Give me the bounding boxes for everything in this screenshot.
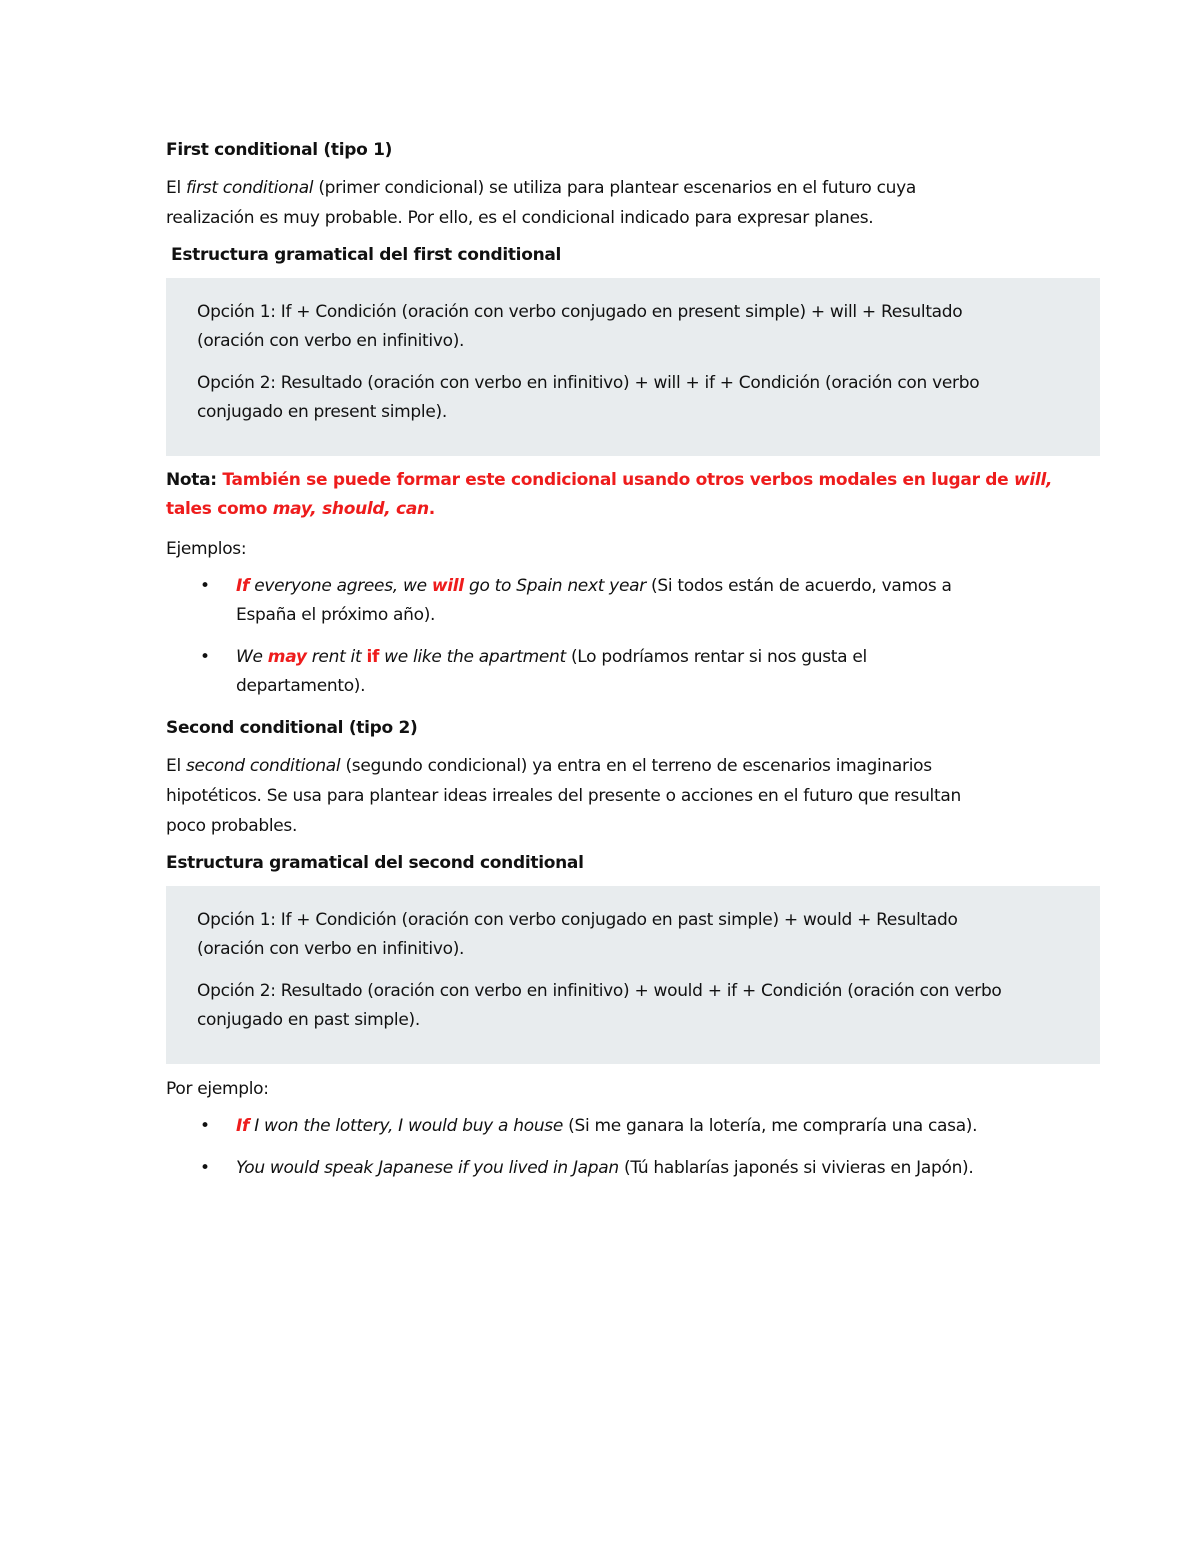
- second-option-1: Opción 1: If + Condición (oración con verbo conjugado en past simple) + would + Resultado (oración con verbo en infinitivo).: [197, 910, 958, 959]
- list-item: • If everyone agrees, we will go to Spain next year (Si todos están de acuerdo, vamos a España el próximo año).: [166, 572, 1100, 630]
- first-option-2: Opción 2: Resultado (oración con verbo en infinitivo) + will + if + Condición (oración con verbo conjugado en present simple).: [197, 373, 980, 422]
- list-item: • You would speak Japanese if you lived in Japan (Tú hablarías japonés si vivieras en Japón).: [166, 1154, 1100, 1183]
- second-conditional-intro: El second conditional (segundo condicional) ya entra en el terreno de escenarios imaginarios hipotéticos. Se usa para plantear ideas irreales del presente o acciones en el futuro que resultan poco probables.: [166, 756, 961, 836]
- list-item: • We may rent it if we like the apartment (Lo podríamos rentar si nos gusta el departamento).: [166, 643, 1100, 701]
- modal-note: Nota: También se puede formar este condicional usando otros verbos modales en lugar de will, tales como may, should, can.: [166, 470, 1053, 519]
- first-conditional-intro: El first conditional (primer condicional) se utiliza para plantear escenarios en el futuro cuya realización es muy probable. Por ello, es el condicional indicado para expresar planes.: [166, 178, 917, 228]
- second-examples-label: Por ejemplo:: [166, 1079, 269, 1099]
- first-conditional-heading: First conditional (tipo 1): [166, 140, 393, 160]
- bullet-icon: •: [200, 647, 210, 667]
- bullet-icon: •: [200, 1116, 210, 1136]
- first-option-1: Opción 1: If + Condición (oración con verbo conjugado en present simple) + will + Resultado (oración con verbo en infinitivo).: [197, 302, 963, 351]
- first-structure-box: [166, 278, 1100, 456]
- note-label: Nota:: [166, 470, 223, 490]
- second-option-2: Opción 2: Resultado (oración con verbo en infinitivo) + would + if + Condición (oración con verbo conjugado en past simple).: [197, 981, 1002, 1030]
- second-examples-list: [166, 1112, 1100, 1183]
- bullet-icon: •: [200, 576, 210, 596]
- second-structure-heading: Estructura gramatical del second conditional: [166, 853, 584, 873]
- second-structure-box: [166, 886, 1100, 1064]
- document-page: [166, 136, 1100, 1196]
- first-structure-heading: Estructura gramatical del first conditional: [171, 245, 562, 265]
- term-first-conditional: first conditional: [185, 178, 314, 198]
- second-conditional-heading: Second conditional (tipo 2): [166, 718, 418, 738]
- list-item: • If I won the lottery, I would buy a house (Si me ganara la lotería, me compraría una casa).: [166, 1112, 1100, 1141]
- bullet-icon: •: [200, 1158, 210, 1178]
- first-examples-label: Ejemplos:: [166, 539, 247, 559]
- term-second-conditional: second conditional: [185, 756, 341, 776]
- first-examples-list: [166, 572, 1100, 701]
